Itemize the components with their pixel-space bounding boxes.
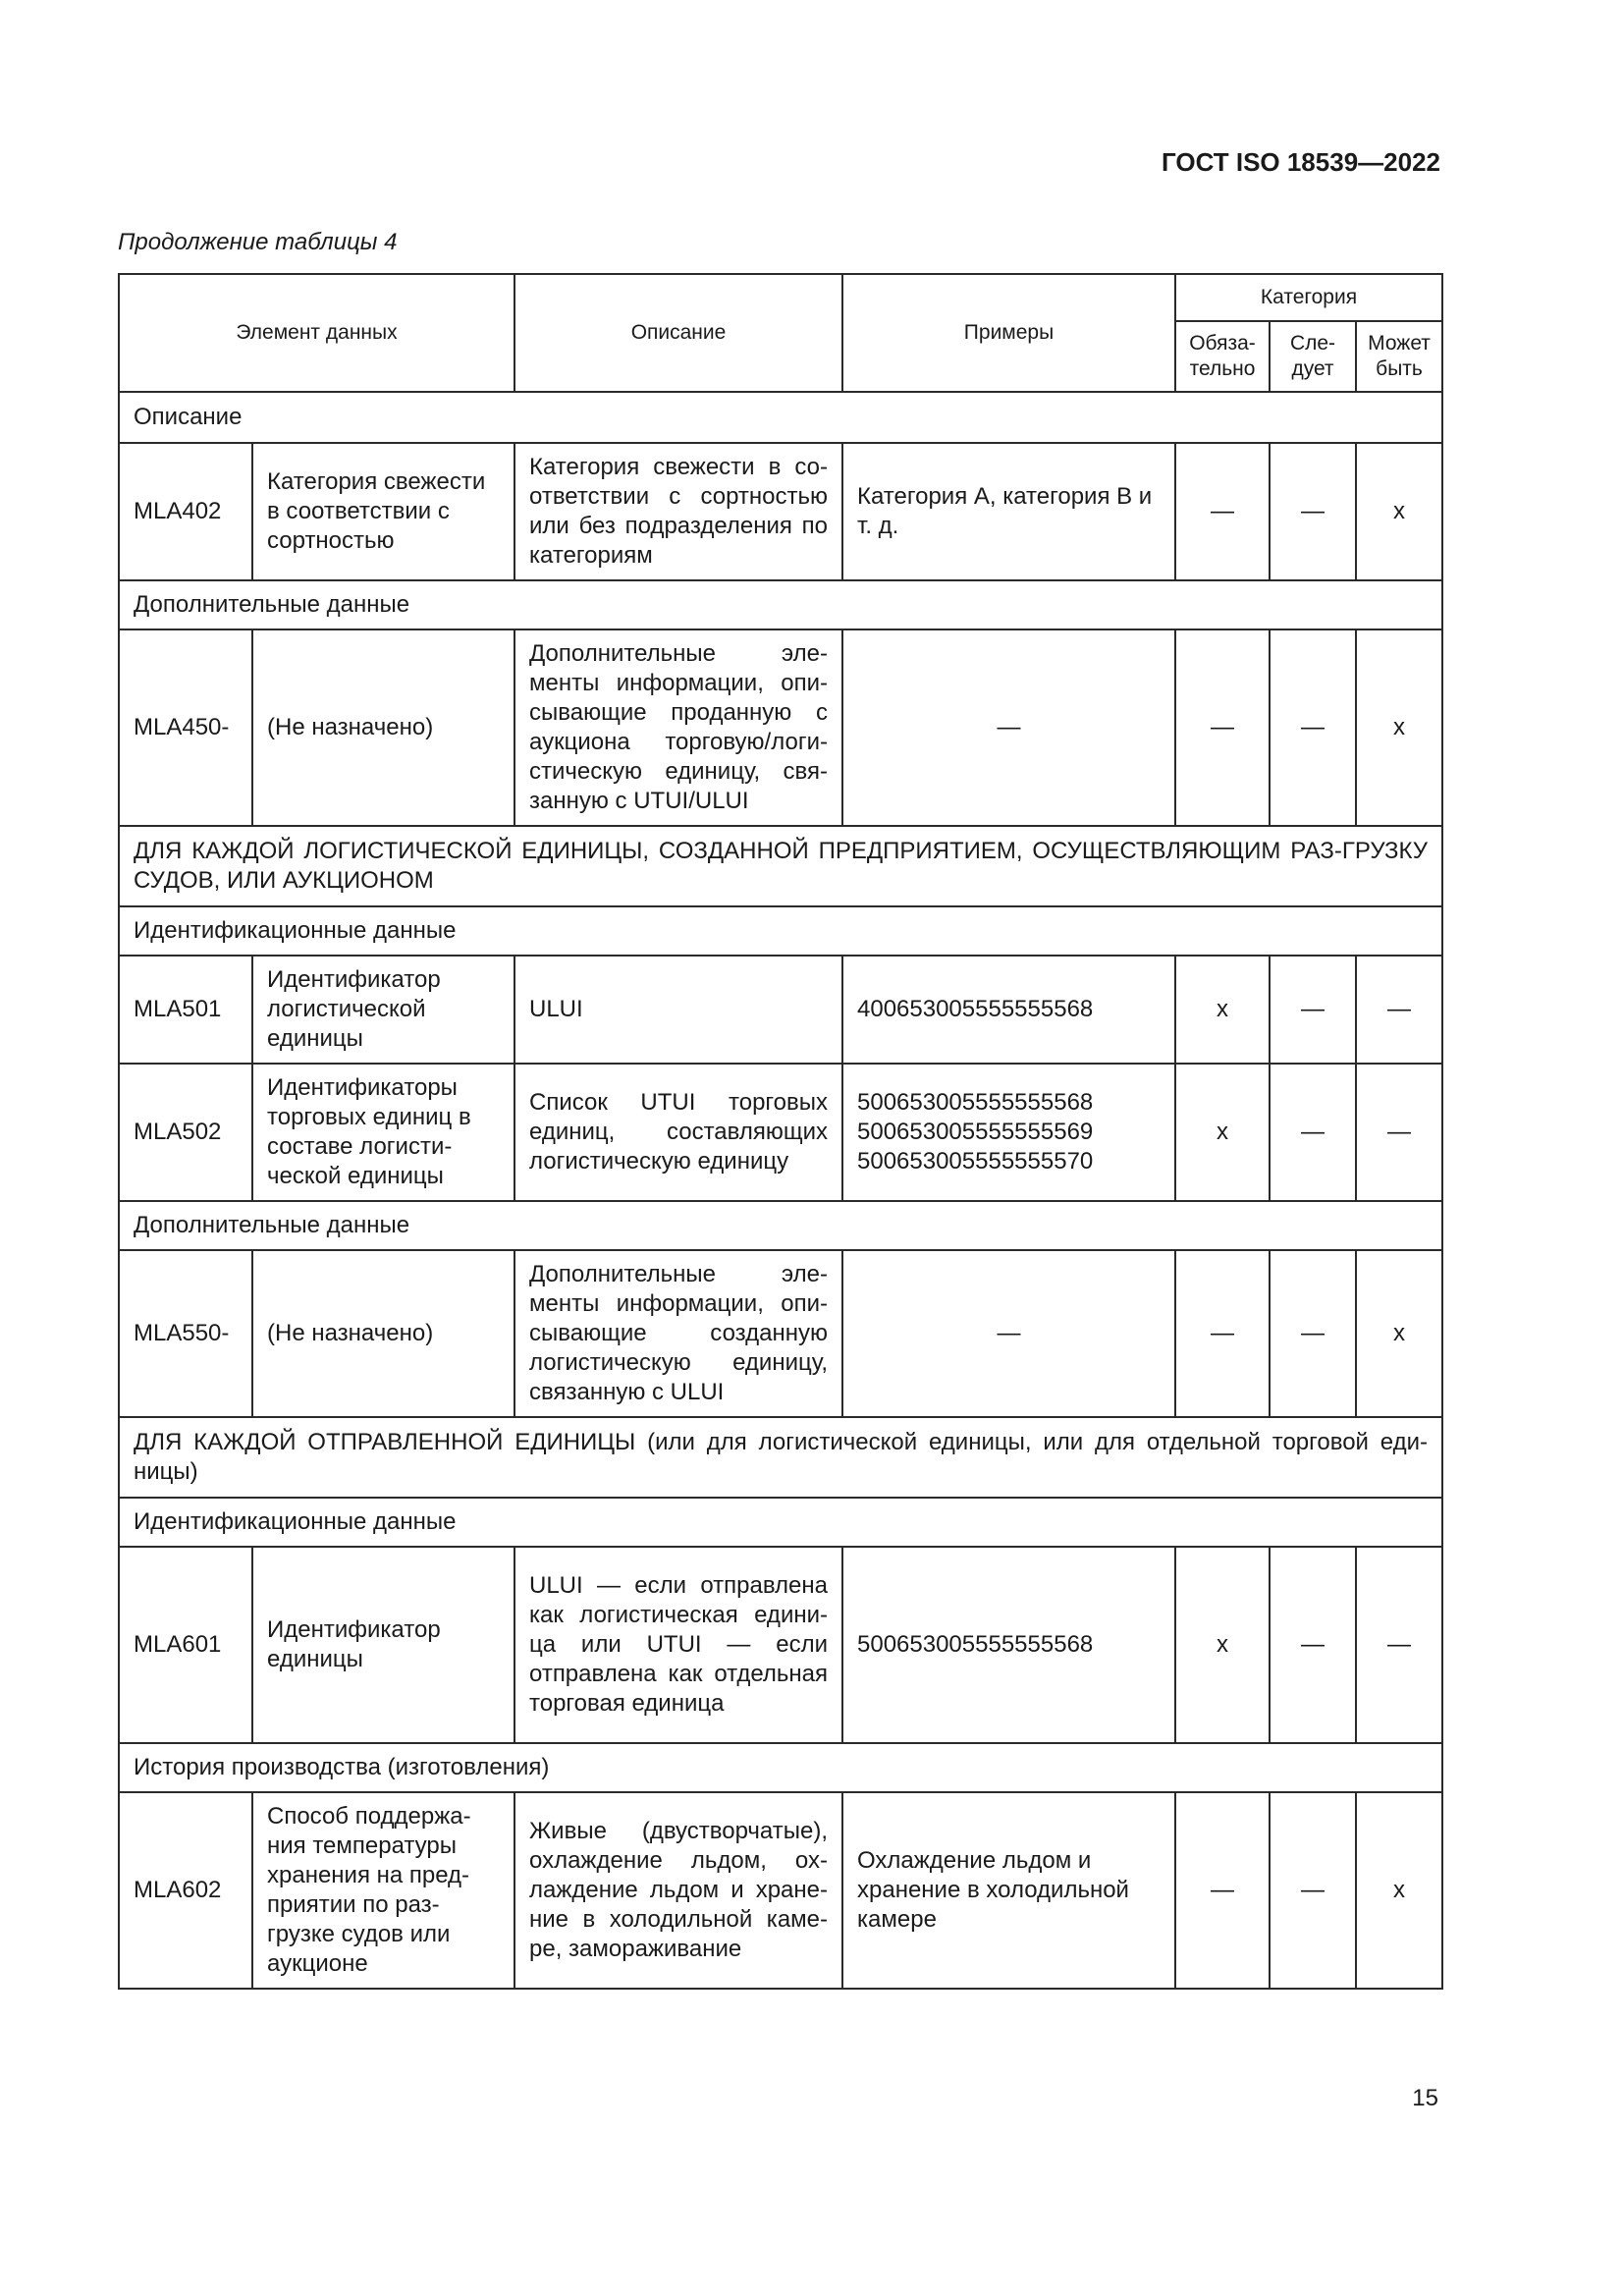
- should-mark: —: [1270, 1792, 1356, 1989]
- element-description: ULUI — если отправлена как логистическая едини-ца или UTUI — если отправлена как отдельная торговая единица: [514, 1547, 842, 1743]
- section-shipped-unit-caps: ДЛЯ КАЖДОЙ ОТПРАВЛЕННОЙ ЕДИНИЦЫ: [134, 1429, 636, 1455]
- page-number: 15: [1412, 2085, 1438, 2111]
- element-code: MLA550-: [119, 1250, 252, 1417]
- element-name: (Не назначено): [252, 629, 514, 826]
- section-description: Описание: [119, 392, 1442, 443]
- mandatory-mark: —: [1175, 443, 1270, 580]
- element-name: Категория свежести в соответствии с сортностью: [252, 443, 514, 580]
- should-mark: —: [1270, 629, 1356, 826]
- element-example: 500653005555555568 500653005555555569 500653005555555570: [842, 1064, 1175, 1201]
- section-shipped-unit-note: (или для логистической единицы, или для отдельной торговой еди-ницы): [134, 1429, 1429, 1485]
- table-row: [119, 1792, 1442, 1989]
- mandatory-mark: —: [1175, 1250, 1270, 1417]
- may-mark: —: [1356, 1547, 1442, 1743]
- element-name: Способ поддержа-ния температуры хранения на пред-приятии по раз-грузке судов или аукционе: [252, 1792, 514, 1989]
- should-mark: —: [1270, 956, 1356, 1064]
- table-row: [119, 1250, 1442, 1417]
- table-row: [119, 443, 1442, 580]
- element-description: ULUI: [514, 956, 842, 1064]
- header-element: Элемент данных: [119, 274, 514, 392]
- section-logistic-unit: ДЛЯ КАЖДОЙ ЛОГИСТИЧЕСКОЙ ЕДИНИЦЫ, СОЗДАННОЙ ПРЕДПРИЯТИЕМ, ОСУЩЕСТВЛЯЮЩИМ РАЗ-ГРУЗКУ СУДОВ, ИЛИ АУКЦИОНОМ: [119, 826, 1442, 906]
- mandatory-mark: —: [1175, 1792, 1270, 1989]
- table-row: [119, 956, 1442, 1064]
- header-may: Может быть: [1356, 321, 1442, 392]
- header-description: Описание: [514, 274, 842, 392]
- should-mark: —: [1270, 1250, 1356, 1417]
- mandatory-mark: x: [1175, 956, 1270, 1064]
- table-caption: Продолжение таблицы 4: [118, 229, 398, 255]
- element-name: Идентификаторы торговых единиц в составе логисти-ческой единицы: [252, 1064, 514, 1201]
- element-code: MLA450-: [119, 629, 252, 826]
- element-description: Дополнительные эле-менты информации, опи-сывающие созданную логистическую единицу, связанную с ULUI: [514, 1250, 842, 1417]
- may-mark: x: [1356, 629, 1442, 826]
- element-example: 400653005555555568: [842, 956, 1175, 1064]
- element-name: Идентификатор единицы: [252, 1547, 514, 1743]
- may-mark: x: [1356, 1250, 1442, 1417]
- should-mark: —: [1270, 443, 1356, 580]
- element-code: MLA402: [119, 443, 252, 580]
- may-mark: —: [1356, 956, 1442, 1064]
- section-identification: Идентификационные данные: [119, 906, 1442, 956]
- section-identification: Идентификационные данные: [119, 1498, 1442, 1547]
- element-example: —: [842, 1250, 1175, 1417]
- element-code: MLA501: [119, 956, 252, 1064]
- section-shipped-unit: [119, 1417, 1442, 1498]
- section-additional: Дополнительные данные: [119, 1201, 1442, 1250]
- header-mandatory: Обяза-тельно: [1175, 321, 1270, 392]
- table-row: [119, 1064, 1442, 1201]
- table-row: [119, 1547, 1442, 1743]
- data-elements-table: [118, 273, 1443, 1990]
- should-mark: —: [1270, 1064, 1356, 1201]
- element-code: MLA601: [119, 1547, 252, 1743]
- element-code: MLA602: [119, 1792, 252, 1989]
- may-mark: x: [1356, 1792, 1442, 1989]
- element-example: Категория A, категория B и т. д.: [842, 443, 1175, 580]
- mandatory-mark: x: [1175, 1547, 1270, 1743]
- should-mark: —: [1270, 1547, 1356, 1743]
- element-code: MLA502: [119, 1064, 252, 1201]
- element-example: —: [842, 629, 1175, 826]
- section-production-history: История производства (изготовления): [119, 1743, 1442, 1792]
- mandatory-mark: x: [1175, 1064, 1270, 1201]
- header-examples: Примеры: [842, 274, 1175, 392]
- element-description: Дополнительные эле-менты информации, опи-сывающие проданную с аукциона торговую/логи-стическую единицу, свя-занную с UTUI/ULUI: [514, 629, 842, 826]
- element-example: Охлаждение льдом и хранение в холодильной камере: [842, 1792, 1175, 1989]
- element-example: 500653005555555568: [842, 1547, 1175, 1743]
- mandatory-mark: —: [1175, 629, 1270, 826]
- header-category: Категория: [1175, 274, 1442, 321]
- element-name: (Не назначено): [252, 1250, 514, 1417]
- element-description: Живые (двустворчатые), охлаждение льдом, ох-лаждение льдом и хране-ние в холодильной каме-ре, замораживание: [514, 1792, 842, 1989]
- may-mark: —: [1356, 1064, 1442, 1201]
- may-mark: x: [1356, 443, 1442, 580]
- table-row: [119, 629, 1442, 826]
- element-description: Список UTUI торговых единиц, составляющих логистическую единицу: [514, 1064, 842, 1201]
- element-name: Идентификатор логистической единицы: [252, 956, 514, 1064]
- element-description: Категория свежести в со-ответствии с сортностью или без подразделения по категориям: [514, 443, 842, 580]
- document-code: ГОСТ ISO 18539—2022: [1161, 147, 1440, 177]
- header-should: Сле-дует: [1270, 321, 1356, 392]
- section-additional: Дополнительные данные: [119, 580, 1442, 629]
